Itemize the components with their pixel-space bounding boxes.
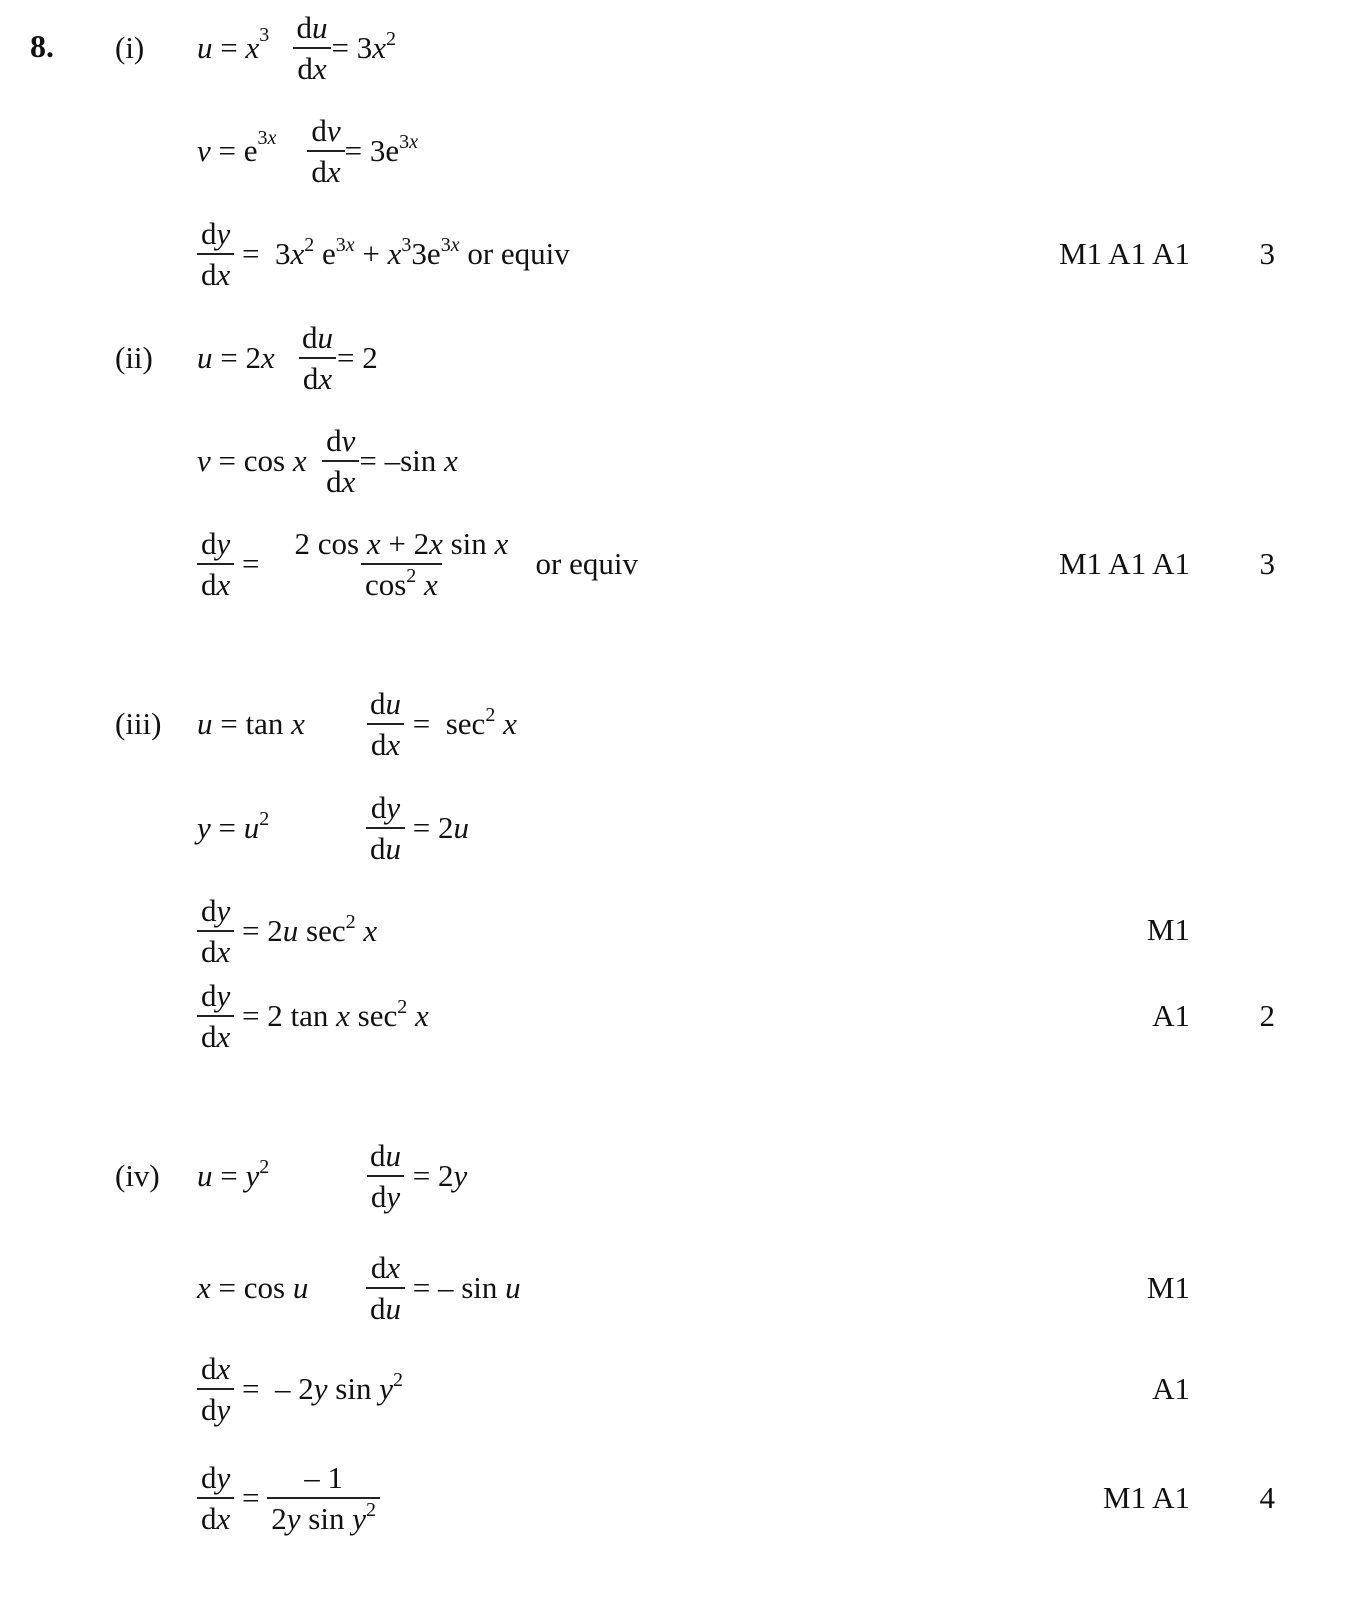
eq-iv-3: $\frac{dx}{dy}$ = – 2y $\sin y^2$ [197,1353,403,1425]
eq-ii-3: $\frac{dy}{dx}$ = $\frac{\text{2 cos x + 2x sin x}}{\cos^2 x}$ or equiv [197,528,638,600]
question-number: 8. [30,28,54,64]
marks-iii-b: A1 [1152,998,1190,1033]
or-equiv-text: or equiv [535,546,638,581]
total-ii: 3 [1259,546,1275,581]
eq-ii-1: u = 2 x $\frac{du}{dx}$ = 2 [197,320,378,396]
eq-iii-1-lhs: u = tan x [197,706,305,741]
part-label-iv: (iv) [115,1158,160,1193]
marks-iv-c: M1 A1 [1103,1480,1190,1515]
eq-i-2: v = e $^{3x}$ $\frac{dv}{dx}$ = $3e^{3x}$ [197,113,419,189]
eq-ii-2: v = cos x $\frac{dv}{dx}$ = –sin x [197,423,458,499]
eq-iv-2-lhs: x = cos u [197,1270,309,1305]
eq-iii-3: $\frac{dy}{dx}$ = 2u $\sec^2 x$ [197,895,377,967]
eq-iii-2-rhs: $\frac{dy}{du}$ = 2u [366,792,469,864]
marks-iv-a: M1 [1146,1270,1190,1305]
part-label-iii: (iii) [115,706,162,741]
eq-iii-4: $\frac{dy}{dx}$ = 2 tan x $\sec^2 x$ [197,980,429,1052]
eq-i-1: u = x $^3$ $\frac{du}{dx}$ = $3x^2$ [197,10,396,86]
eq-iv-4: $\frac{dy}{dx}$ = $\frac{- 1}{2y \sin y^2}$ [197,1462,380,1534]
eq-iii-1-rhs: $\frac{du}{dx}$ = $\sec^2 x$ [366,688,517,760]
marks-i: M1 A1 A1 [1059,236,1190,271]
eq-iii-2-lhs: $y = u^2$ [197,808,270,845]
part-label-i: (i) [115,30,145,65]
eq-iv-1-rhs: $\frac{du}{dy}$ = 2y [366,1140,467,1212]
total-iv: 4 [1259,1480,1275,1515]
marks-iv-b: A1 [1152,1371,1190,1406]
eq-iv-2-rhs: $\frac{dx}{du}$ = – sin u [366,1252,521,1324]
part-label-ii: (ii) [115,340,153,375]
eq-i-3: $\frac{dy}{dx}$ = $3x^2$ $e^{3x} + x^33e^{3x}$ or equiv [197,218,570,290]
or-equiv-text: or equiv [467,236,570,271]
total-iii: 2 [1259,998,1275,1033]
eq-iv-1-lhs: $u = y^2$ [197,1156,270,1193]
total-i: 3 [1259,236,1275,271]
marks-iii-a: M1 [1146,912,1190,947]
marks-ii: M1 A1 A1 [1059,546,1190,581]
